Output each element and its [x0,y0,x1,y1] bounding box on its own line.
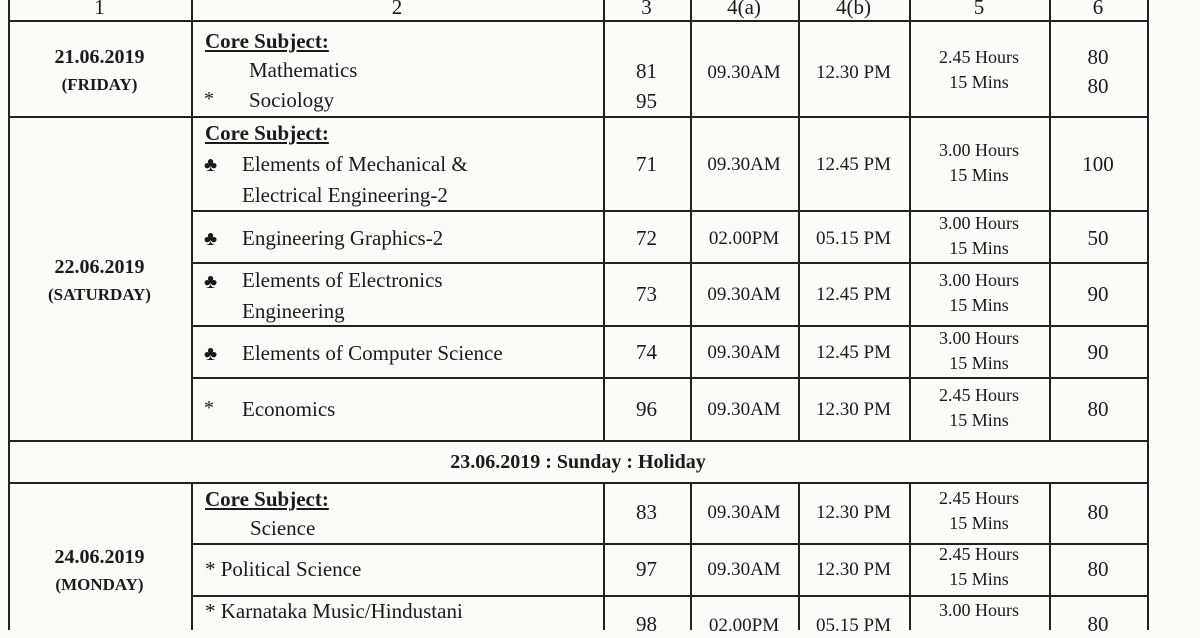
row3-sub2-end: 12.30 PM [816,559,891,580]
row2-sub5-code: 96 [636,397,657,421]
row2-sub2-start: 02.00PM [708,228,780,249]
row2-sub5-star-mark: * [204,397,214,419]
row2-sub1-club-mark: ♣ [204,154,218,176]
row3-sub2-duration-1: 2.45 Hours [939,544,1019,564]
row2-sub1-end: 12.45 PM [816,154,891,175]
row2-sub5-start: 09.30AM [707,399,781,420]
row2-sub4-code: 74 [636,340,657,364]
border-col-2 [191,0,193,440]
row3-sub2-name: * Political Science [205,557,362,581]
row3-sub1-duration-2: 15 Mins [949,513,1009,533]
row3-sub3-code: 98 [636,612,657,636]
row1-marks-2: 80 [1087,74,1109,98]
row2-sub3-start: 09.30AM [707,284,781,305]
row2-sub4-duration-2: 15 Mins [949,353,1009,373]
row2-sub3-name-2: Engineering [242,299,345,323]
row2-sub5-name: Economics [242,397,336,421]
border-sat-sub4 [191,377,1148,379]
row2-sub2-marks: 50 [1087,226,1109,250]
row3-sub3-end: 05.15 PM [816,615,891,636]
row2-date: 22.06.2019 [54,256,145,278]
row1-duration-2: 15 Mins [949,72,1009,92]
row2-sub4-club-mark: ♣ [204,343,218,365]
row1-duration-1: 2.45 Hours [939,47,1019,67]
border-row1-bottom [8,116,1148,118]
border-mon-sub2 [191,595,1148,597]
row3-sub1-name: Science [250,516,316,540]
row2-sub4-start: 09.30AM [707,342,781,363]
border-holiday-bottom [8,482,1148,484]
row1-subject-1: Mathematics [249,58,358,82]
border-sat-bottom [8,440,1148,442]
row2-sub3-duration-2: 15 Mins [949,295,1009,315]
row2-day: (SATURDAY) [48,285,151,304]
row3-sub2-start: 09.30AM [707,559,781,580]
row2-sub5-duration-2: 15 Mins [949,410,1009,430]
row2-sub1-start: 09.30AM [707,154,781,175]
row3-sub3-name: * Karnataka Music/Hindustani [205,599,463,623]
row3-sub2-duration-2: 15 Mins [949,569,1009,589]
row2-sub2-duration-2: 15 Mins [949,238,1009,258]
row1-star-mark: * [204,88,214,110]
row1-subject-2: Sociology [249,88,335,112]
row2-sub2-club-mark: ♣ [204,228,218,250]
row2-sub1-duration-2: 15 Mins [949,165,1009,185]
header-col-6: 6 [1092,0,1104,19]
row2-sub3-marks: 90 [1087,282,1109,306]
row3-sub1-marks: 80 [1087,500,1109,524]
row2-sub4-marks: 90 [1087,340,1109,364]
row3-sub3-duration-1: 3.00 Hours [939,600,1019,620]
row3-date: 24.06.2019 [54,546,145,568]
row2-sub4-duration-1: 3.00 Hours [939,328,1019,348]
border-col-2b [191,482,193,630]
row2-sub5-duration-1: 2.45 Hours [939,385,1019,405]
header-col-1: 1 [94,0,105,19]
row2-sub4-name: Elements of Computer Science [242,341,503,365]
row1-date: 21.06.2019 [54,46,145,68]
row2-sub4-end: 12.45 PM [816,342,891,363]
border-sat-sub2 [191,262,1148,264]
row1-core-label: Core Subject: [205,29,329,53]
row1-day: (FRIDAY) [61,75,138,94]
header-col-5: 5 [973,0,985,19]
row1-end: 12.30 PM [816,62,891,83]
row2-sub3-name-1: Elements of Electronics [242,268,443,292]
row2-sub3-code: 73 [636,282,657,306]
row3-sub1-end: 12.30 PM [816,502,891,523]
row2-sub3-duration-1: 3.00 Hours [939,270,1019,290]
header-col-3: 3 [641,0,652,19]
row2-sub2-end: 05.15 PM [816,228,891,249]
row2-core-label: Core Subject: [205,121,329,145]
row2-sub2-code: 72 [636,226,657,250]
row2-sub3-club-mark: ♣ [204,271,218,293]
row2-sub2-duration-1: 3.00 Hours [939,213,1019,233]
row1-start: 09.30AM [707,62,781,83]
row3-sub2-code: 97 [636,557,657,581]
border-right [1147,0,1149,630]
row3-sub2-marks: 80 [1087,557,1109,581]
row2-sub3-end: 12.45 PM [816,284,891,305]
row2-sub2-name: Engineering Graphics-2 [242,226,444,250]
holiday-row: 23.06.2019 : Sunday : Holiday [450,451,706,473]
border-header-bottom [8,20,1148,22]
row2-sub1-duration-1: 3.00 Hours [939,140,1019,160]
row2-sub1-name-1: Elements of Mechanical & [242,152,468,176]
header-col-4a: 4(a) [727,0,761,19]
row2-sub5-marks: 80 [1087,397,1109,421]
row3-sub3-start: 02.00PM [708,615,780,636]
row2-sub1-marks: 100 [1082,152,1114,176]
row2-sub1-name-2: Electrical Engineering-2 [242,183,448,207]
row2-sub1-code: 71 [636,152,657,176]
row1-code-2: 95 [636,89,657,113]
row3-core-label: Core Subject: [205,487,329,511]
row3-sub1-start: 09.30AM [707,502,781,523]
row1-code-1: 81 [636,59,657,83]
row1-marks-1: 80 [1087,45,1109,69]
header-col-2: 2 [391,0,403,19]
row3-sub3-marks: 80 [1087,612,1109,636]
row3-sub1-duration-1: 2.45 Hours [939,488,1019,508]
row3-day: (MONDAY) [55,575,144,594]
row3-sub1-code: 83 [636,500,657,524]
header-col-4b: 4(b) [836,0,871,19]
row2-sub5-end: 12.30 PM [816,399,891,420]
